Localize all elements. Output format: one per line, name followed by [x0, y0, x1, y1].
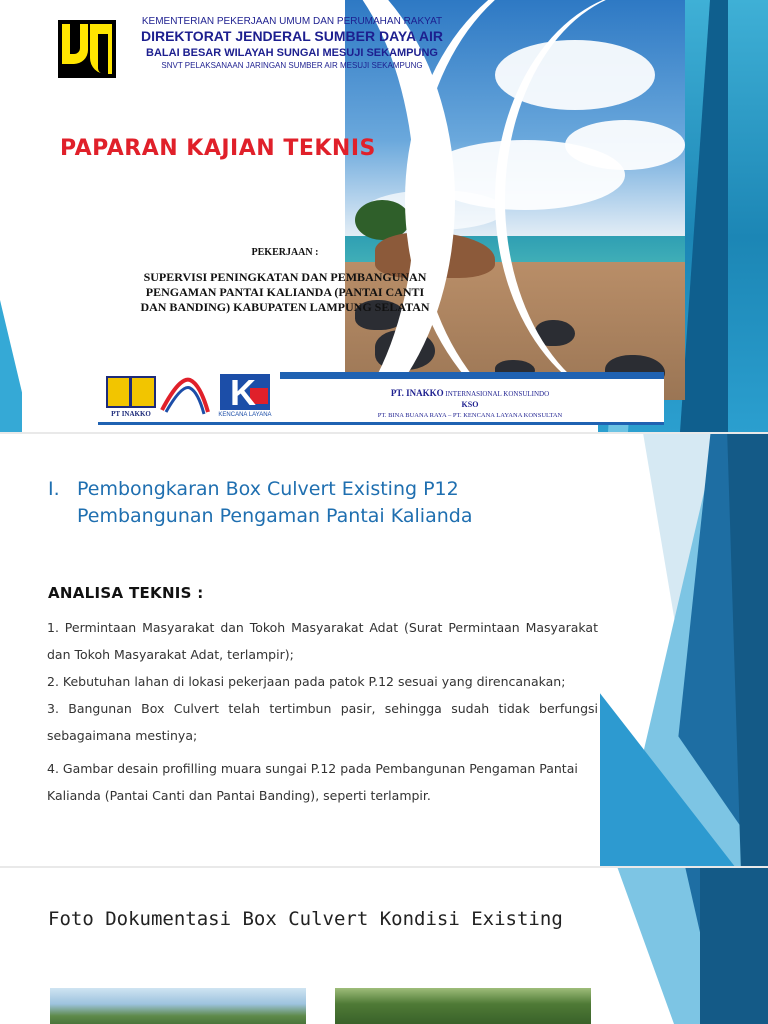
- list-item: 2. Kebutuhan lahan di lokasi pekerjaan pada patok P.12 sesuai yang direncanakan;: [47, 674, 566, 689]
- consultant-name: [345, 388, 595, 398]
- footer-line: [280, 372, 664, 379]
- section-title-line: Pembongkaran Box Culvert Existing P12: [77, 478, 459, 500]
- inakko-logo-label: PT INAKKO: [111, 410, 151, 418]
- photo-documentation-slide: [0, 868, 768, 1024]
- kso-label: KSO: [461, 400, 479, 409]
- project-name-line: DAN BANDING) KABUPATEN LAMPUNG SELATAN: [140, 300, 430, 314]
- list-item: 1. Permintaan Masyarakat dan Tokoh Masyarakat Adat (Surat Permintaan Masyarakat dan Tokoh Masyarakat Adat, terlampir);: [47, 620, 598, 662]
- kencana-logo: [218, 374, 272, 420]
- left-decoration: [0, 300, 22, 432]
- section-number: I.: [48, 478, 60, 500]
- bina-buana-logo: [160, 374, 212, 416]
- beach-photo: [345, 0, 685, 400]
- directorate-name: DIREKTORAT JENDERAL SUMBER DAYA AIR: [140, 28, 444, 44]
- decor-facet: [700, 868, 768, 1024]
- inakko-logo: [104, 374, 158, 420]
- list-item: 3. Bangunan Box Culvert telah tertimbun pasir, sehingga sudah tidak berfungsi sebagaimana mestinya;: [47, 701, 598, 743]
- ministry-name: KEMENTERIAN PEKERJAAN UMUM DAN PERUMAHAN RAKYAT: [141, 16, 443, 27]
- balai-name: BALAI BESAR WILAYAH SUNGAI MESUJI SEKAMPUNG: [146, 47, 438, 59]
- project-name: [110, 270, 460, 315]
- culvert-photo: [50, 988, 306, 1024]
- list-item: 4. Gambar desain profilling muara sungai P.12 pada Pembangunan Pengaman Pantai Kalianda (Pantai Canti dan Pantai Banding), seperti terlampir.: [47, 761, 578, 803]
- project-name-line: SUPERVISI PENINGKATAN DAN PEMBANGUNAN: [143, 270, 427, 284]
- analysis-list: [47, 614, 598, 809]
- snvt-name: SNVT PELAKSANAAN JARINGAN SUMBER AIR MESUJI SEKAMPUNG: [161, 61, 423, 70]
- slide-title: Foto Dokumentasi Box Culvert Kondisi Existing: [48, 908, 563, 930]
- consultant-name-bold: PT. INAKKO: [390, 388, 444, 398]
- kencana-logo-letter: K: [230, 372, 256, 413]
- analysis-slide: [0, 434, 768, 866]
- cover-title: PAPARAN KAJIAN TEKNIS: [60, 136, 376, 161]
- kencana-logo-label: KENCANA LAYANA: [218, 412, 272, 418]
- consultant-name-rest: INTERNASIONAL KONSULINDO: [443, 390, 550, 398]
- cover-slide: [0, 0, 768, 432]
- project-name-line: PENGAMAN PANTAI KALIANDA (PANTAI CANTI: [145, 285, 425, 299]
- culvert-photo: [335, 988, 591, 1024]
- analysis-subheading: ANALISA TEKNIS :: [48, 584, 204, 602]
- section-heading: [48, 476, 472, 530]
- section-title-line: Pembangunan Pengaman Pantai Kalianda: [77, 505, 473, 527]
- pu-logo: [58, 20, 116, 78]
- partners-name: PT. BINA BUANA RAYA – PT. KENCANA LAYANA KONSULTAN: [377, 412, 563, 419]
- pekerjaan-label: PEKERJAAN :: [251, 247, 319, 258]
- footer-line: [98, 422, 664, 425]
